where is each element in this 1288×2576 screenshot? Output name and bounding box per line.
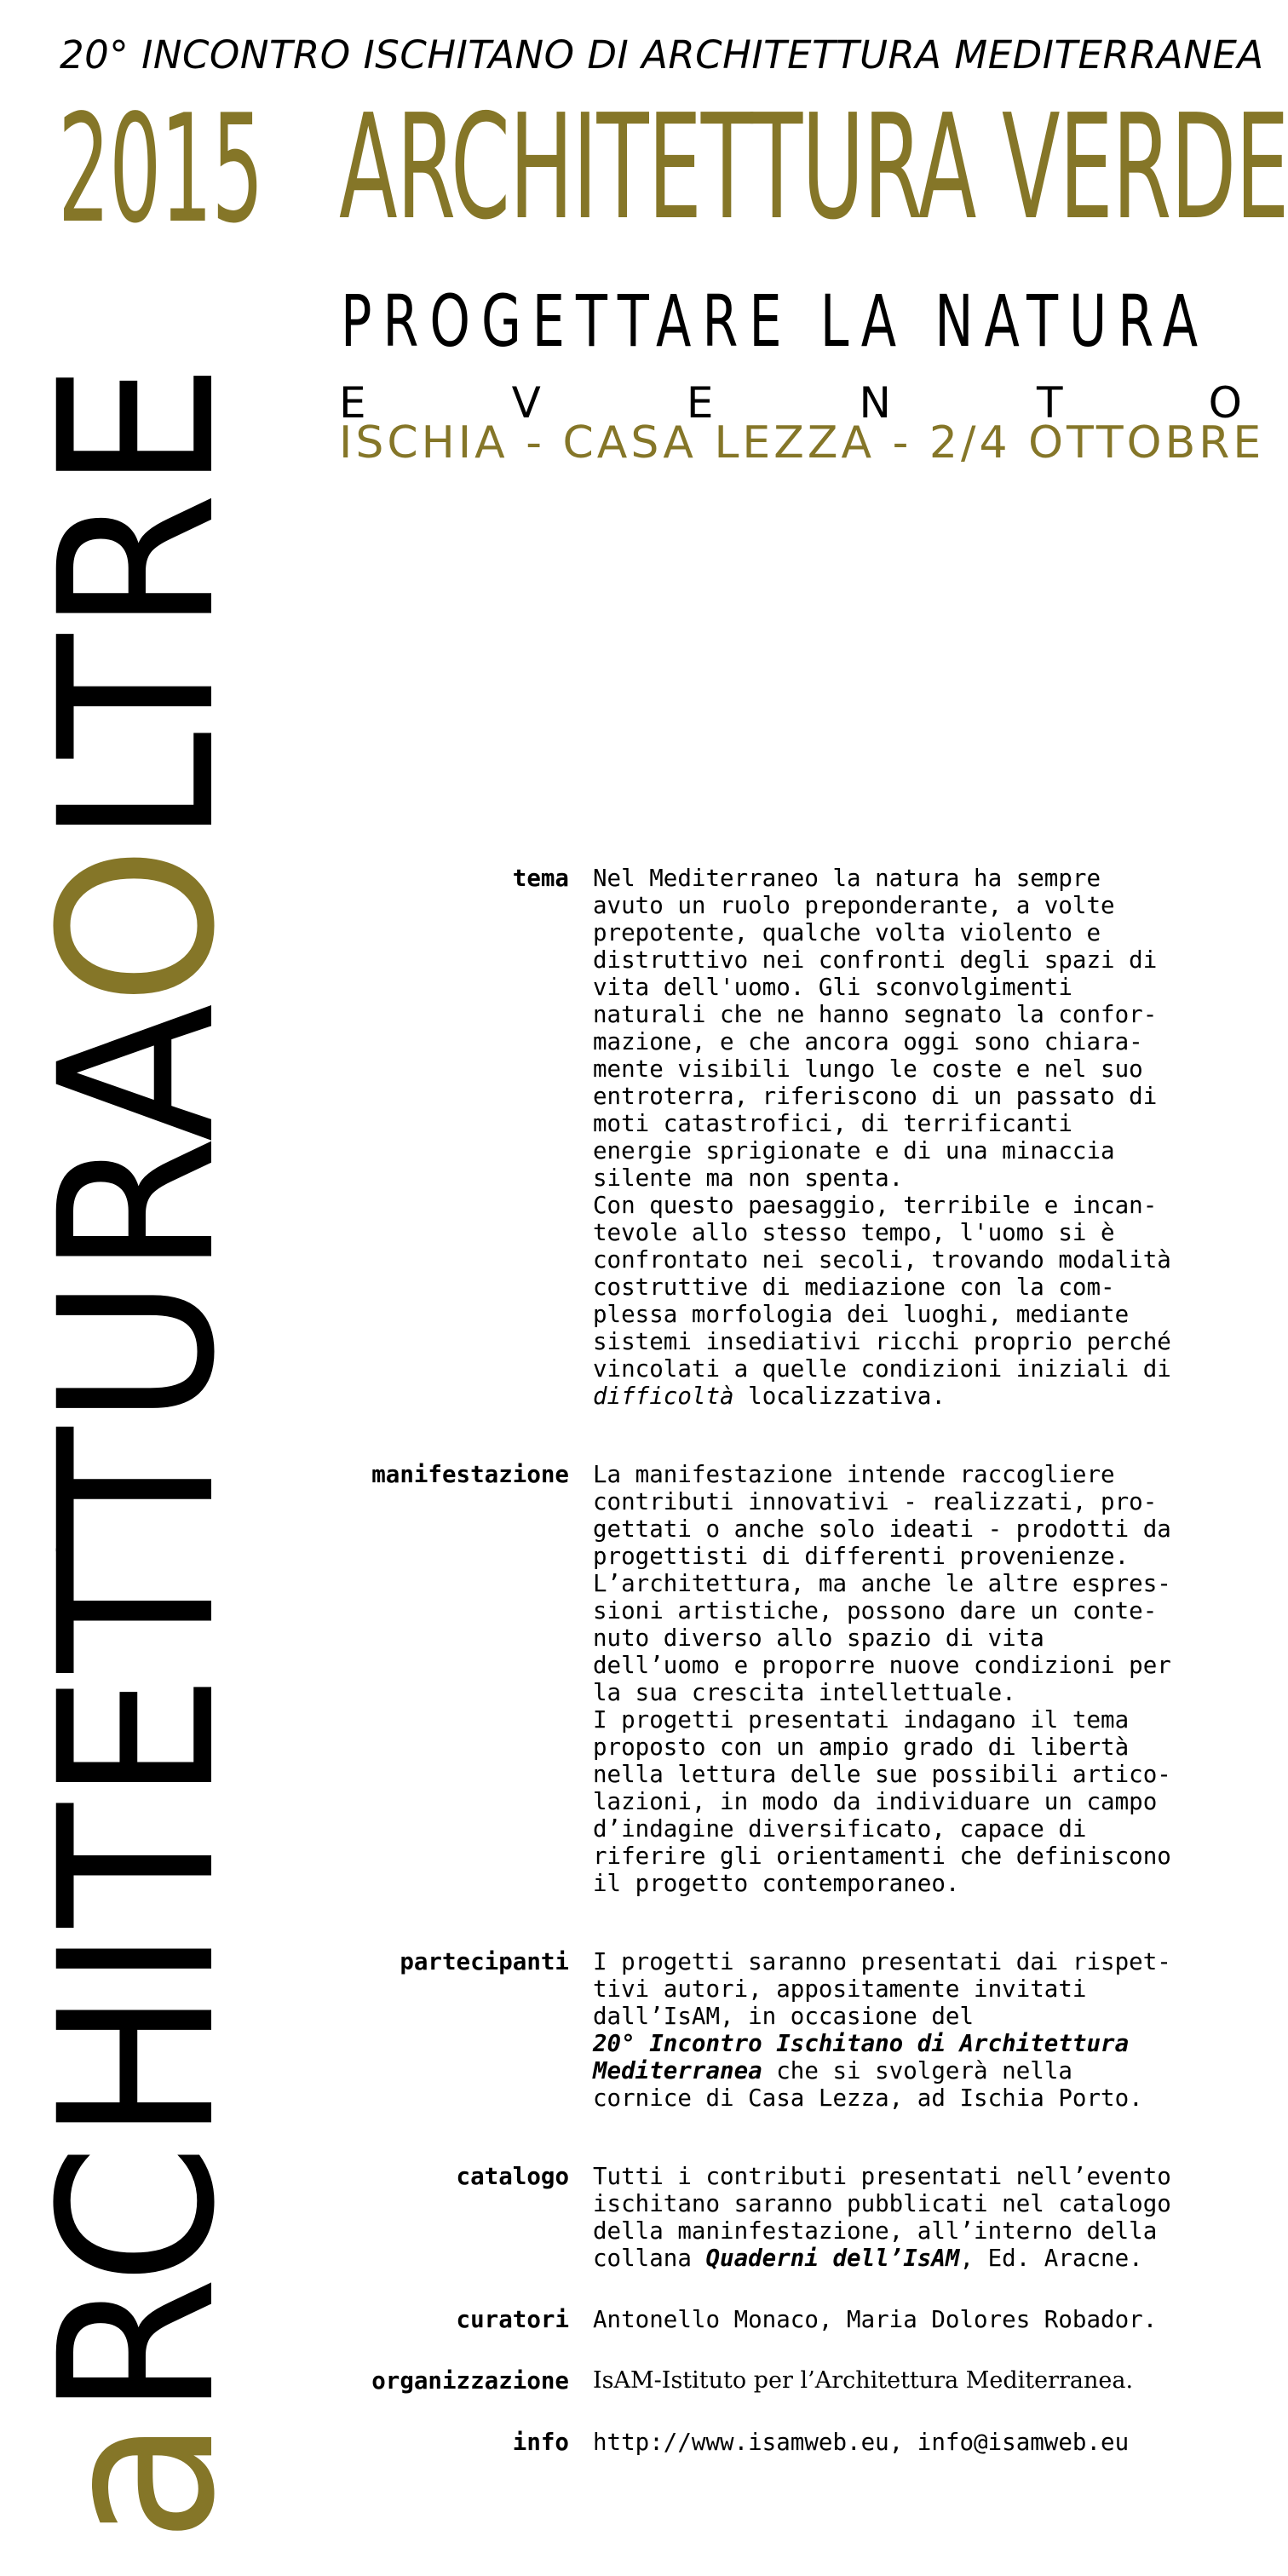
vertical-letter: E [14, 1672, 262, 1803]
section-text: IsAM-Istituto per l’Architettura Mediterranea. [593, 2367, 1134, 2394]
partecipanti-tail: che si svolgerà nella cornice di Casa Lezza, ad Ischia Porto. [593, 2057, 1143, 2112]
section-label: manifestazione [371, 1461, 569, 1488]
partecipanti-emphasis: 20° Incontro Ischitano di Architettura Mediterranea [593, 2030, 1130, 2084]
vertical-letter: T [14, 1550, 262, 1673]
tema-text: Nel Mediterraneo la natura ha sempre avuto un ruolo preponderante, a volte prepotente, qualche volta violento e distruttivo nei confronti degli spazi di vita dell'uomo. Gli sconvolgimenti naturali che ne hanno segnato la confor- mazione, e che ancora oggi sono chiara- mente visibili lungo le coste e nel suo entroterra, riferiscono di un passato di moti catastrofici, di terrificanti energie sprigionate e di una minaccia silente ma non spenta. Con questo paesaggio, terribile e incan- tevole allo stesso tempo, l'uomo si è confrontato nei secoli, trovando modalità costruttive di mediazione con la com- plessa morfologia dei luoghi, mediante sistemi insediativi ricchi proprio perché vincolati a quelle condizioni iniziali di [593, 865, 1171, 1383]
section-text: Antonello Monaco, Maria Dolores Robador. [593, 2306, 1158, 2333]
section-text [593, 865, 1240, 1410]
vertical-letter: A [14, 1005, 262, 1142]
section-organizzazione [324, 2367, 1261, 2395]
section-label: partecipanti [400, 1948, 569, 1975]
vertical-letter: O [14, 844, 262, 1006]
vertical-letter: I [14, 1927, 262, 1989]
vertical-letter: T [14, 1802, 262, 1928]
vertical-letter: H [14, 1988, 262, 2142]
evento-letter: E [339, 378, 366, 428]
catalogo-text: Tutti i contributi presentati nell’evento ischitano saranno pubblicati nel catalogo della maninfestazione, all’interno della collana [593, 2163, 1171, 2272]
event-subtitle-line: 20° INCONTRO ISCHITANO DI ARCHITETTURA MEDITERRANEA [60, 32, 1264, 78]
section-label: tema [512, 865, 569, 892]
vertical-letter: R [14, 1141, 262, 1276]
catalogo-emphasis: Quaderni dell’IsAM [705, 2245, 960, 2272]
section-label: info [512, 2429, 569, 2456]
vertical-letter: R [14, 2285, 262, 2418]
section-info [324, 2429, 1261, 2456]
evento-letter: O [1208, 378, 1242, 428]
vertical-letter: T [14, 632, 262, 758]
catalogo-tail: , Ed. Aracne. [959, 2245, 1143, 2272]
vertical-title-text [14, 361, 262, 2543]
info-links[interactable]: http://www.isamweb.eu, info@isamweb.eu [593, 2429, 1130, 2456]
vertical-letter: L [14, 757, 262, 845]
section-text [593, 2163, 1240, 2272]
year-label: 2015 [58, 83, 263, 256]
evento-letter: E [686, 378, 714, 428]
section-curatori [324, 2306, 1261, 2333]
section-label: organizzazione [371, 2367, 569, 2395]
section-text [593, 1948, 1240, 2112]
vertical-letter: a [14, 2417, 262, 2543]
evento-letter: T [1037, 378, 1063, 428]
vertical-letter: R [14, 491, 262, 633]
evento-letter: V [511, 378, 541, 428]
vertical-letter: T [14, 1425, 262, 1551]
section-label: curatori [456, 2306, 569, 2333]
main-title: ARCHITETTURA VERDE [339, 83, 1288, 252]
partecipanti-text: I progetti saranno presentati dai rispet- tivi autori, appositamente invitati dall’IsAM, in occasione del [593, 1948, 1171, 2030]
vertical-letter: E [14, 361, 262, 492]
section-manifestazione [324, 1461, 1261, 1897]
section-text: La manifestazione intende raccogliere contributi innovativi - realizzati, pro- gettati o anche solo ideati - prodotti da progettisti di differenti provenienze. L’architettura, ma anche le altre espres- sioni artistiche, possono dare un conte- nuto diverso allo spazio di vita dell’uomo e proporre nuove condizioni per la sua crescita intellettuale. I progetti presentati indagano il tema proposto con un ampio grado di libertà nella lettura delle sue possibili artico- lazioni, in modo da individuare un campo d’indagine diversificato, capace di riferire gli orientamenti che definiscono il progetto contemporaneo. [593, 1461, 1171, 1897]
section-label: catalogo [456, 2163, 569, 2190]
evento-letter: N [859, 378, 891, 428]
section-tema [324, 865, 1261, 1410]
section-catalogo [324, 2163, 1261, 2272]
subtitle: PROGETTARE LA NATURA [341, 279, 1210, 363]
vertical-letter: U [14, 1275, 262, 1426]
info-table [324, 865, 1261, 2490]
vertical-letter: C [14, 2142, 262, 2286]
tema-emphasis: difficoltà [593, 1383, 734, 1410]
section-partecipanti [324, 1948, 1261, 2112]
location-date: ISCHIA - CASA LEZZA - 2/4 OTTOBRE [339, 417, 1265, 469]
vertical-title [14, 361, 262, 2543]
tema-tail: localizzativa. [733, 1383, 946, 1410]
